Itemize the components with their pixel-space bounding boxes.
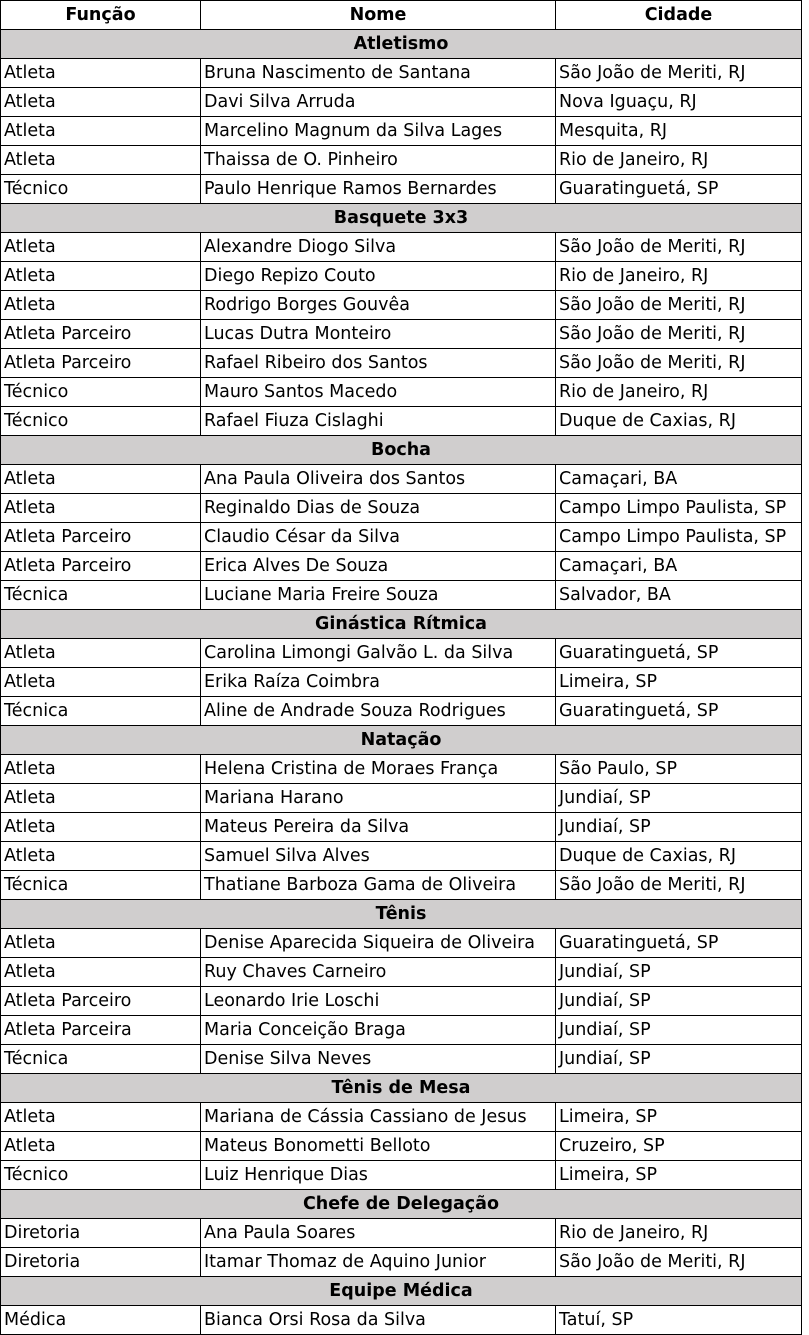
cidade-cell: Duque de Caxias, RJ bbox=[556, 842, 802, 871]
nome-cell: Paulo Henrique Ramos Bernardes bbox=[201, 175, 556, 204]
cidade-cell: Jundiaí, SP bbox=[556, 1045, 802, 1074]
nome-cell: Thaissa de O. Pinheiro bbox=[201, 146, 556, 175]
nome-cell: Thatiane Barboza Gama de Oliveira bbox=[201, 871, 556, 900]
cidade-cell: Camaçari, BA bbox=[556, 552, 802, 581]
table-row bbox=[1, 842, 802, 871]
nome-cell: Carolina Limongi Galvão L. da Silva bbox=[201, 639, 556, 668]
table-row bbox=[1, 668, 802, 697]
table-row bbox=[1, 1045, 802, 1074]
funcao-cell: Atleta bbox=[1, 117, 201, 146]
nome-cell: Erica Alves De Souza bbox=[201, 552, 556, 581]
table-row bbox=[1, 320, 802, 349]
cidade-cell: Jundiaí, SP bbox=[556, 987, 802, 1016]
table-row bbox=[1, 1132, 802, 1161]
cidade-cell: São João de Meriti, RJ bbox=[556, 59, 802, 88]
table-row bbox=[1, 59, 802, 88]
table-row bbox=[1, 523, 802, 552]
funcao-cell: Diretoria bbox=[1, 1219, 201, 1248]
section-header-row bbox=[1, 1277, 802, 1306]
header-row bbox=[1, 1, 802, 30]
nome-cell: Mariana Harano bbox=[201, 784, 556, 813]
cidade-cell: Rio de Janeiro, RJ bbox=[556, 378, 802, 407]
cidade-cell: Limeira, SP bbox=[556, 668, 802, 697]
nome-cell: Leonardo Irie Loschi bbox=[201, 987, 556, 1016]
table-row bbox=[1, 987, 802, 1016]
section-header-row bbox=[1, 900, 802, 929]
section-header-row bbox=[1, 610, 802, 639]
funcao-cell: Atleta bbox=[1, 233, 201, 262]
nome-cell: Itamar Thomaz de Aquino Junior bbox=[201, 1248, 556, 1277]
nome-cell: Mauro Santos Macedo bbox=[201, 378, 556, 407]
section-header-row bbox=[1, 726, 802, 755]
table-row bbox=[1, 697, 802, 726]
nome-cell: Aline de Andrade Souza Rodrigues bbox=[201, 697, 556, 726]
cidade-cell: São João de Meriti, RJ bbox=[556, 320, 802, 349]
header-nome: Nome bbox=[201, 1, 556, 30]
funcao-cell: Atleta bbox=[1, 813, 201, 842]
cidade-cell: São João de Meriti, RJ bbox=[556, 1248, 802, 1277]
table-row bbox=[1, 1161, 802, 1190]
cidade-cell: Tatuí, SP bbox=[556, 1306, 802, 1335]
table-row bbox=[1, 117, 802, 146]
nome-cell: Luciane Maria Freire Souza bbox=[201, 581, 556, 610]
section-title: Chefe de Delegação bbox=[1, 1190, 802, 1219]
section-title: Basquete 3x3 bbox=[1, 204, 802, 233]
cidade-cell: Guaratinguetá, SP bbox=[556, 639, 802, 668]
table-row bbox=[1, 233, 802, 262]
cidade-cell: Campo Limpo Paulista, SP bbox=[556, 494, 802, 523]
section-title: Equipe Médica bbox=[1, 1277, 802, 1306]
cidade-cell: Guaratinguetá, SP bbox=[556, 929, 802, 958]
table-row bbox=[1, 88, 802, 117]
section-header-row bbox=[1, 1190, 802, 1219]
funcao-cell: Atleta bbox=[1, 291, 201, 320]
nome-cell: Samuel Silva Alves bbox=[201, 842, 556, 871]
cidade-cell: São João de Meriti, RJ bbox=[556, 291, 802, 320]
funcao-cell: Atleta bbox=[1, 465, 201, 494]
cidade-cell: Limeira, SP bbox=[556, 1103, 802, 1132]
cidade-cell: Mesquita, RJ bbox=[556, 117, 802, 146]
table-row bbox=[1, 1016, 802, 1045]
section-title: Ginástica Rítmica bbox=[1, 610, 802, 639]
funcao-cell: Atleta bbox=[1, 668, 201, 697]
table-row bbox=[1, 378, 802, 407]
nome-cell: Rodrigo Borges Gouvêa bbox=[201, 291, 556, 320]
nome-cell: Mateus Pereira da Silva bbox=[201, 813, 556, 842]
table-body bbox=[1, 30, 802, 1335]
table-row bbox=[1, 407, 802, 436]
funcao-cell: Atleta bbox=[1, 958, 201, 987]
nome-cell: Erika Raíza Coimbra bbox=[201, 668, 556, 697]
nome-cell: Ana Paula Soares bbox=[201, 1219, 556, 1248]
nome-cell: Denise Aparecida Siqueira de Oliveira bbox=[201, 929, 556, 958]
cidade-cell: Jundiaí, SP bbox=[556, 813, 802, 842]
cidade-cell: Cruzeiro, SP bbox=[556, 1132, 802, 1161]
funcao-cell: Atleta bbox=[1, 146, 201, 175]
section-header-row bbox=[1, 30, 802, 59]
table-row bbox=[1, 929, 802, 958]
section-header-row bbox=[1, 1074, 802, 1103]
nome-cell: Helena Cristina de Moraes França bbox=[201, 755, 556, 784]
funcao-cell: Atleta bbox=[1, 494, 201, 523]
table-row bbox=[1, 1248, 802, 1277]
cidade-cell: Jundiaí, SP bbox=[556, 784, 802, 813]
cidade-cell: Jundiaí, SP bbox=[556, 1016, 802, 1045]
table-row bbox=[1, 1219, 802, 1248]
section-title: Natação bbox=[1, 726, 802, 755]
cidade-cell: São João de Meriti, RJ bbox=[556, 349, 802, 378]
nome-cell: Davi Silva Arruda bbox=[201, 88, 556, 117]
funcao-cell: Atleta Parceiro bbox=[1, 552, 201, 581]
funcao-cell: Atleta Parceiro bbox=[1, 320, 201, 349]
funcao-cell: Atleta bbox=[1, 639, 201, 668]
funcao-cell: Atleta Parceiro bbox=[1, 987, 201, 1016]
cidade-cell: Salvador, BA bbox=[556, 581, 802, 610]
nome-cell: Diego Repizo Couto bbox=[201, 262, 556, 291]
cidade-cell: São João de Meriti, RJ bbox=[556, 233, 802, 262]
funcao-cell: Atleta bbox=[1, 784, 201, 813]
nome-cell: Mateus Bonometti Belloto bbox=[201, 1132, 556, 1161]
funcao-cell: Atleta bbox=[1, 59, 201, 88]
funcao-cell: Técnica bbox=[1, 581, 201, 610]
nome-cell: Denise Silva Neves bbox=[201, 1045, 556, 1074]
funcao-cell: Atleta bbox=[1, 929, 201, 958]
table-row bbox=[1, 349, 802, 378]
nome-cell: Mariana de Cássia Cassiano de Jesus bbox=[201, 1103, 556, 1132]
funcao-cell: Atleta bbox=[1, 755, 201, 784]
cidade-cell: São Paulo, SP bbox=[556, 755, 802, 784]
nome-cell: Lucas Dutra Monteiro bbox=[201, 320, 556, 349]
funcao-cell: Técnica bbox=[1, 871, 201, 900]
cidade-cell: Campo Limpo Paulista, SP bbox=[556, 523, 802, 552]
cidade-cell: Rio de Janeiro, RJ bbox=[556, 262, 802, 291]
funcao-cell: Atleta bbox=[1, 1103, 201, 1132]
header-cidade: Cidade bbox=[556, 1, 802, 30]
cidade-cell: São João de Meriti, RJ bbox=[556, 871, 802, 900]
nome-cell: Ruy Chaves Carneiro bbox=[201, 958, 556, 987]
cidade-cell: Guaratinguetá, SP bbox=[556, 697, 802, 726]
nome-cell: Luiz Henrique Dias bbox=[201, 1161, 556, 1190]
nome-cell: Rafael Ribeiro dos Santos bbox=[201, 349, 556, 378]
nome-cell: Marcelino Magnum da Silva Lages bbox=[201, 117, 556, 146]
nome-cell: Alexandre Diogo Silva bbox=[201, 233, 556, 262]
table-row bbox=[1, 146, 802, 175]
nome-cell: Claudio César da Silva bbox=[201, 523, 556, 552]
table-row bbox=[1, 871, 802, 900]
funcao-cell: Atleta Parceiro bbox=[1, 523, 201, 552]
funcao-cell: Técnico bbox=[1, 407, 201, 436]
cidade-cell: Guaratinguetá, SP bbox=[556, 175, 802, 204]
nome-cell: Reginaldo Dias de Souza bbox=[201, 494, 556, 523]
section-header-row bbox=[1, 436, 802, 465]
table-row bbox=[1, 465, 802, 494]
funcao-cell: Técnica bbox=[1, 1045, 201, 1074]
cidade-cell: Duque de Caxias, RJ bbox=[556, 407, 802, 436]
funcao-cell: Diretoria bbox=[1, 1248, 201, 1277]
funcao-cell: Atleta Parceiro bbox=[1, 349, 201, 378]
funcao-cell: Técnico bbox=[1, 378, 201, 407]
section-title: Tênis bbox=[1, 900, 802, 929]
table-row bbox=[1, 552, 802, 581]
nome-cell: Bianca Orsi Rosa da Silva bbox=[201, 1306, 556, 1335]
table-row bbox=[1, 1103, 802, 1132]
nome-cell: Rafael Fiuza Cislaghi bbox=[201, 407, 556, 436]
section-title: Atletismo bbox=[1, 30, 802, 59]
funcao-cell: Atleta Parceira bbox=[1, 1016, 201, 1045]
table-row bbox=[1, 291, 802, 320]
funcao-cell: Técnico bbox=[1, 175, 201, 204]
section-title: Tênis de Mesa bbox=[1, 1074, 802, 1103]
section-title: Bocha bbox=[1, 436, 802, 465]
funcao-cell: Atleta bbox=[1, 262, 201, 291]
funcao-cell: Técnico bbox=[1, 1161, 201, 1190]
funcao-cell: Médica bbox=[1, 1306, 201, 1335]
table-row bbox=[1, 1306, 802, 1335]
nome-cell: Bruna Nascimento de Santana bbox=[201, 59, 556, 88]
table-row bbox=[1, 262, 802, 291]
cidade-cell: Nova Iguaçu, RJ bbox=[556, 88, 802, 117]
funcao-cell: Atleta bbox=[1, 88, 201, 117]
table-row bbox=[1, 175, 802, 204]
header-funcao: Função bbox=[1, 1, 201, 30]
funcao-cell: Técnica bbox=[1, 697, 201, 726]
funcao-cell: Atleta bbox=[1, 1132, 201, 1161]
table-row bbox=[1, 813, 802, 842]
cidade-cell: Rio de Janeiro, RJ bbox=[556, 1219, 802, 1248]
cidade-cell: Jundiaí, SP bbox=[556, 958, 802, 987]
funcao-cell: Atleta bbox=[1, 842, 201, 871]
cidade-cell: Limeira, SP bbox=[556, 1161, 802, 1190]
table-row bbox=[1, 784, 802, 813]
nome-cell: Maria Conceição Braga bbox=[201, 1016, 556, 1045]
table-row bbox=[1, 958, 802, 987]
cidade-cell: Camaçari, BA bbox=[556, 465, 802, 494]
table-row bbox=[1, 494, 802, 523]
section-header-row bbox=[1, 204, 802, 233]
nome-cell: Ana Paula Oliveira dos Santos bbox=[201, 465, 556, 494]
table-row bbox=[1, 581, 802, 610]
cidade-cell: Rio de Janeiro, RJ bbox=[556, 146, 802, 175]
table-row bbox=[1, 755, 802, 784]
table-row bbox=[1, 639, 802, 668]
